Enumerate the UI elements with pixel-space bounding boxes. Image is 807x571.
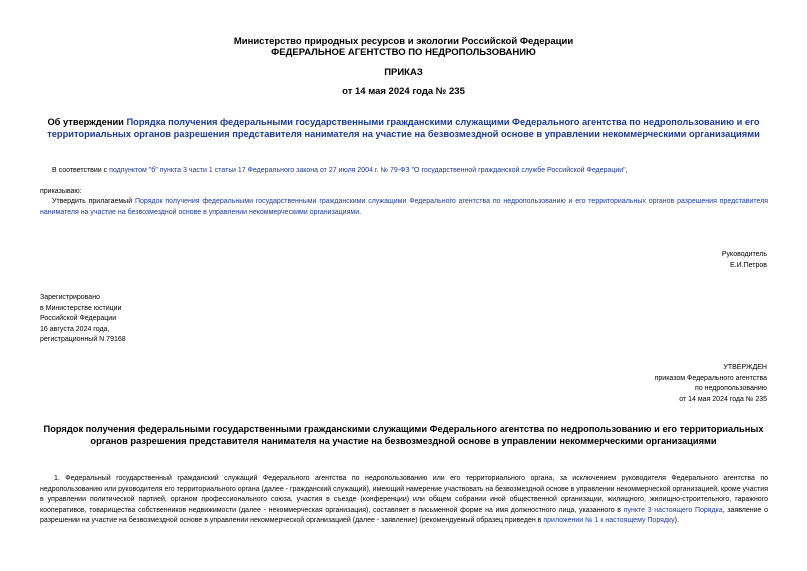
approve-paragraph	[40, 197, 768, 218]
legal-basis-prefix: В соответствии с	[52, 167, 110, 174]
point-3-link[interactable]: пункте 3 настоящего Порядка	[623, 506, 723, 514]
order-title	[40, 116, 767, 140]
approved-stamp-line: от 14 мая 2024 года № 235	[679, 395, 767, 403]
approved-stamp	[655, 363, 767, 405]
registration-block	[40, 293, 126, 346]
order-word: приказываю:	[40, 188, 82, 195]
approved-stamp-line: по недропользованию	[695, 385, 767, 392]
registration-line: 16 августа 2024 года,	[40, 325, 110, 333]
paragraph-1-text: ).	[674, 517, 679, 524]
document-type: ПРИКАЗ	[384, 67, 423, 78]
signatory-position: Руководитель	[721, 251, 767, 258]
order-title-prefix: Об утверждении	[47, 117, 127, 127]
federal-law-link[interactable]: подпунктом "б" пункта 3 части 1 статьи 17 Федерального закона от 27 июля 2004 г. № 79-ФЗ "О государственной гражданской службе Российской Федерации"	[109, 167, 626, 174]
approve-suffix: .	[359, 208, 362, 216]
approved-stamp-line: приказом Федерального агентства	[654, 374, 767, 382]
document-date-number: от 14 мая 2024 года № 235	[342, 86, 465, 97]
legal-basis	[52, 166, 628, 177]
approved-stamp-line: УТВЕРЖДЕН	[723, 364, 767, 371]
ministry-name: Министерство природных ресурсов и экологии Российской Федерации	[233, 36, 574, 47]
procedure-title: Порядок получения федеральными государственными гражданскими служащими Федерального агентства по недропользованию и его территориальных органов разрешения представителя нанимателя на участие на безвозмездной основе в управлении некоммерческими организациями	[43, 424, 764, 446]
paragraph-1	[40, 474, 768, 527]
legal-basis-suffix: ,	[625, 167, 628, 174]
registration-line: Зарегистрировано	[40, 294, 100, 301]
agency-name: ФЕДЕРАЛЬНОЕ АГЕНТСТВО ПО НЕДРОПОЛЬЗОВАНИЮ	[271, 47, 536, 58]
registration-line: Российской Федерации	[40, 315, 117, 322]
approved-procedure-link[interactable]: Порядок получения федеральными государственными гражданскими служащими Федерального агентства по недропользованию и его территориальных органов разрешения представителя нанимателя на участие на безвозмездной основе в управлении некоммерческими организациями	[40, 198, 769, 216]
registration-line: в Министерстве юстиции	[40, 304, 122, 312]
signatory-name: Е.И.Петров	[730, 262, 767, 269]
procedure-link[interactable]: Порядка получения федеральными государственными гражданскими служащими Федерального агентства по недропользованию и его территориальных органов разрешения представителя нанимателя на участие на безвозмездной основе в управлении некоммерческими организациями	[47, 117, 760, 139]
approve-prefix: Утвердить прилагаемый	[52, 198, 135, 205]
registration-line: регистрационный N 79168	[40, 336, 126, 343]
paragraph-1-text: , заявление о разрешении на участие на безвозмездной основе в управлении некоммерческой организацией (далее - заявление) (рекомендуемый образец приведен в	[40, 506, 768, 524]
paragraph-1-text: 1. Федеральный государственный гражданский служащий Федерального агентства по недропользованию или его территориального органа, за исключением руководителя Федерального агентства по недропользованию или руководителя его территориального органа (далее - гражданский служащий), имеющий намерение участвовать на безвозмездной основе в управлении некоммерческой организацией, кроме участия в управлении политической партией, органом профессионального союза, участия в съезде (конференции) или общем собрании иной общественной организации, жилищного, жилищно-строительного, гаражного кооперативов, товарищества собственников недвижимости (далее - некоммерческая организация), составляет в письменной форме на имя должностного лица, указанного в	[40, 475, 768, 514]
appendix-1-link[interactable]: приложении № 1 к настоящему Порядку	[543, 517, 675, 524]
